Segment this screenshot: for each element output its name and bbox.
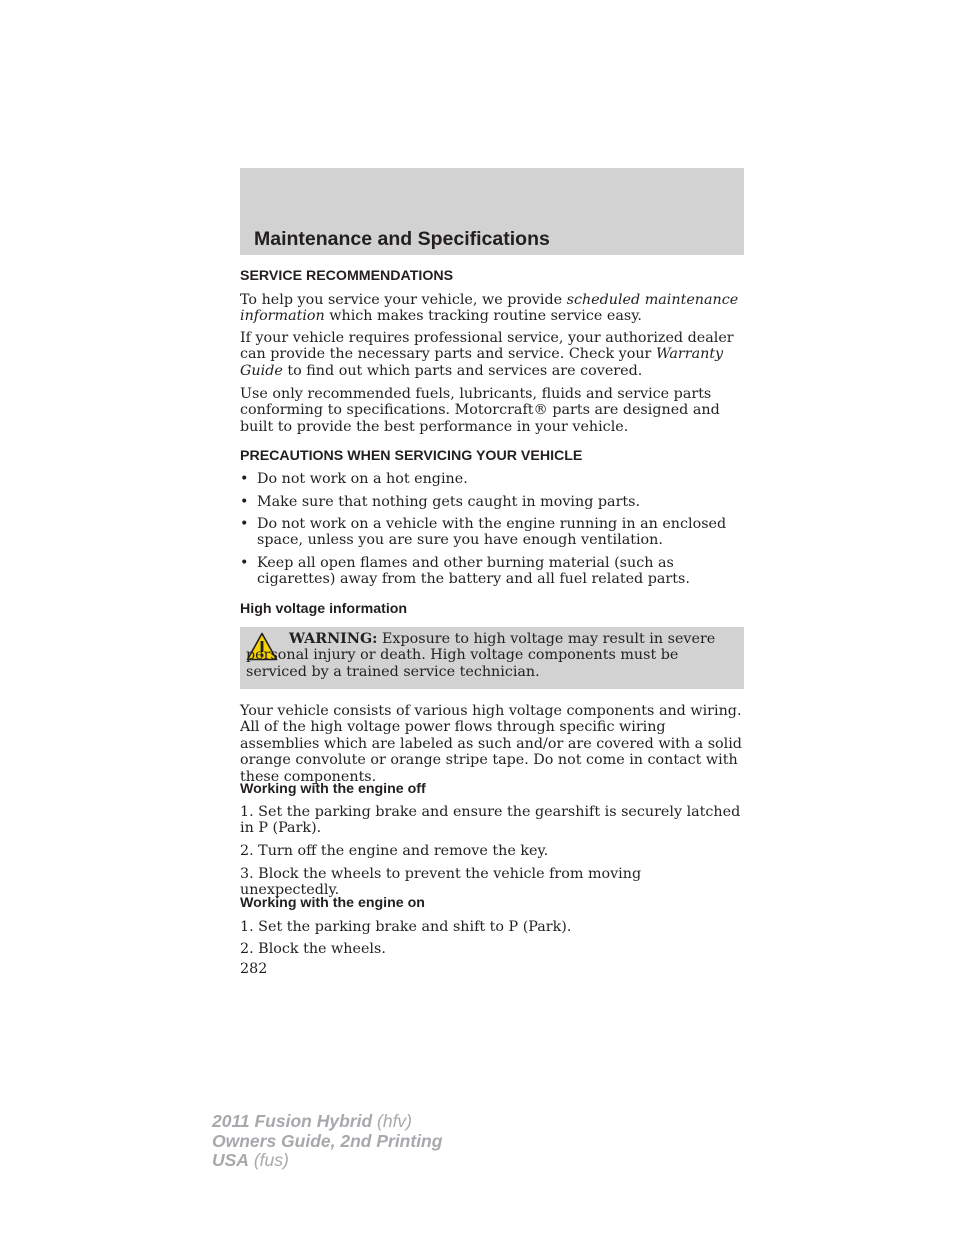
emphasis: Warranty Guide: [240, 346, 724, 379]
warning-text: [246, 631, 738, 680]
paragraph-high-voltage: Your vehicle consists of various high voltage components and wiring. All of the high voltage power flows through specific wiring assemblies which are labeled as such and/or are covered with a solid orange convolute or orange stripe tape. Do not come in contact with these components.: [240, 703, 742, 785]
list-item-text: Make sure that nothing gets caught in moving parts.: [257, 494, 641, 510]
bullet-icon: •: [240, 516, 249, 532]
footer-model: 2011 Fusion Hybrid: [212, 1111, 373, 1131]
footer-line-3: [212, 1151, 442, 1171]
text: to find out which parts and services are covered.: [282, 362, 643, 379]
text: If your vehicle requires professional service, your authorized dealer can provide the necessary parts and service. Check your: [240, 330, 734, 363]
warning-label: WARNING:: [289, 631, 378, 647]
page-title: Maintenance and Specifications: [254, 228, 550, 250]
footer-line-2: [212, 1132, 442, 1152]
footer: [212, 1112, 442, 1171]
list-item-text: Keep all open flames and other burning material (such as cigarettes) away from the battery and all fuel related parts.: [257, 555, 690, 588]
emphasis: scheduled maintenance information: [240, 292, 739, 325]
heading-service-recommendations: SERVICE RECOMMENDATIONS: [240, 268, 454, 284]
text: Exposure to high voltage may result in severe personal injury or death. High voltage components must be serviced by a trained service technician.: [246, 631, 716, 680]
list-item: 3. Block the wheels to prevent the vehicle from moving unexpectedly.: [240, 866, 642, 899]
list-item: 2. Turn off the engine and remove the key.: [240, 843, 549, 859]
footer-edition: Owners Guide, 2nd Printing: [212, 1130, 443, 1151]
bullet-icon: •: [240, 471, 249, 487]
paragraph-service-3: Use only recommended fuels, lubricants, fluids and service parts conforming to specifications. Motorcraft® parts are designed and built to provide the best performance in your vehicle.: [240, 386, 720, 435]
footer-market-code: (fus): [248, 1150, 289, 1170]
text: which makes tracking routine service easy.: [324, 308, 642, 325]
footer-market: USA: [212, 1150, 249, 1170]
list-item-text: Do not work on a vehicle with the engine running in an enclosed space, unless you are sure you have enough ventilation.: [257, 516, 727, 549]
text: To help you service your vehicle, we provide: [240, 292, 567, 308]
heading-precautions: PRECAUTIONS WHEN SERVICING YOUR VEHICLE: [240, 448, 583, 464]
list-item: 2. Block the wheels.: [240, 941, 386, 957]
paragraph-service-2: [240, 330, 744, 379]
list-item: 1. Set the parking brake and ensure the gearshift is securely latched in P (Park).: [240, 804, 741, 837]
heading-engine-on: Working with the engine on: [240, 895, 425, 911]
footer-line-1: [212, 1112, 442, 1132]
page-number: 282: [240, 961, 268, 977]
heading-engine-off: Working with the engine off: [240, 781, 426, 797]
list-item: 1. Set the parking brake and shift to P (Park).: [240, 919, 572, 935]
heading-high-voltage: High voltage information: [240, 601, 408, 617]
bullet-icon: •: [240, 555, 249, 571]
bullet-icon: •: [240, 494, 249, 510]
paragraph-service-1: [240, 292, 744, 325]
footer-code: (hfv): [372, 1111, 413, 1131]
list-item-text: Do not work on a hot engine.: [257, 471, 468, 487]
